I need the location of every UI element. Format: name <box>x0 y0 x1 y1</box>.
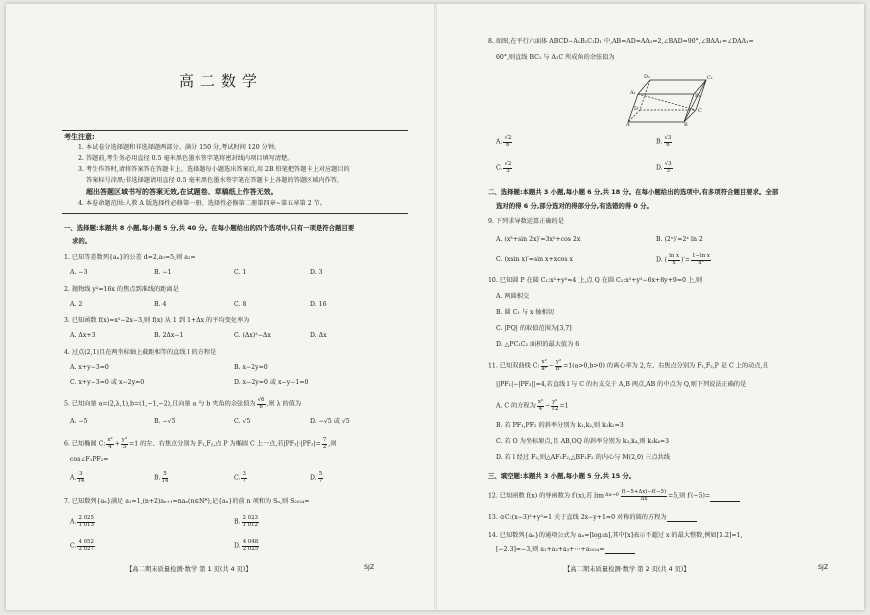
question-2: 2. 抛物线 y²=16x 的焦点到准线的距离是 <box>64 286 179 293</box>
notice-heading: 考生注意: <box>64 133 95 141</box>
q11-a-text: A. C 的方程为 <box>496 402 536 410</box>
q9-d-eq: )′= <box>681 256 691 264</box>
q8-c-den: 3 <box>506 167 510 174</box>
q6-option-d <box>310 472 324 484</box>
notice-3-cont: 答案标号涂黑;非选择题请用直径 0.5 毫米黑色墨水签字笔在答题卡上各题的答题区域内作答, <box>86 177 339 184</box>
q8-option-c <box>496 162 513 174</box>
q5-option-c: C. √5 <box>234 418 251 425</box>
q4-option-d: D. x−2y=0 或 x−y−1=0 <box>234 379 309 386</box>
q8-b-den: 6 <box>666 141 670 148</box>
q12-frac-num: f(−5+Δx)−f(−5) <box>621 489 667 495</box>
q4-option-c: C. x+y−3=0 或 x−2y=0 <box>70 379 145 386</box>
right-page <box>436 4 864 610</box>
label-a: A <box>626 122 630 126</box>
q8-c-num: √2 <box>504 161 512 167</box>
q10-option-c: C. |PQ| 的取值范围为[3,7] <box>496 325 572 332</box>
q6-fraction-2 <box>121 438 128 450</box>
q14-text: [−2.3]=−3,则 a₁+a₂+a₃+⋯+a₂₀₂₄= <box>496 546 605 553</box>
q7-b-den: 1 012 <box>242 521 258 528</box>
question-9: 9. 下列求导数运算正确的是 <box>488 218 564 225</box>
q9-option-a: A. (x³+sin 2x)′=3x²+cos 2x <box>496 236 581 243</box>
q5-text: 5. 已知向量 a=(2,λ,1),b=(1,−1,−2),且向量 a 与 b 夹角的余弦值为 <box>64 400 256 408</box>
q11-text: 11. 已知双曲线 C: <box>488 362 540 370</box>
q11-option-b: B. 若 PF₁,PF₂ 的斜率分别为 k₁,k₂,则 k₁k₂=3 <box>496 422 624 429</box>
q8-a-frac <box>503 136 512 148</box>
q13-text: 13. ⊙C:(x−3)²+y²=1 关于直线 2x−y+1=0 对称的圆的方程为 <box>488 514 667 521</box>
q6-b-den: 14 <box>161 477 169 484</box>
q5-frac-num: √6 <box>257 397 265 403</box>
question-11-cont: ||PF₁|−|PF₂||=4,若直线 l 与 C 的右支交于 A,B 两点,AB 的中点为 Q,则下列说法正确的是 <box>496 381 747 388</box>
q6-frac2-num: y² <box>121 437 128 443</box>
q6-frac1-num: x² <box>107 437 113 443</box>
q9-d-frac2-den: x² <box>698 259 704 266</box>
q6-c-label: C. <box>234 474 241 482</box>
notice-3: 3. 考生作答时,请将答案答在答题卡上。选择题每小题选出答案后,用 2B 铅笔把答题卡上对应题目的 <box>78 166 350 173</box>
q5-fraction <box>257 398 266 410</box>
q7-a-den: 1 013 <box>78 521 94 528</box>
question-14-cont <box>496 546 635 554</box>
label-d: D <box>634 106 639 112</box>
q8-c-label: C. <box>496 164 503 172</box>
q3-option-a: A. Δx+3 <box>70 332 96 339</box>
q6-d-num: 5 <box>318 471 323 477</box>
q6-text: 6. 已知椭圆 C: <box>64 440 106 448</box>
q6-text-mid: =1 的左、右焦点分别为 F₁,F₂,点 P 为椭圆 C 上一点,若|PF₁|·|PF₂|= <box>129 440 321 448</box>
q6-fraction-3 <box>322 438 327 450</box>
q7-b-label: B. <box>234 518 241 526</box>
q8-c-frac <box>503 162 512 174</box>
q6-text-end: ,则 <box>328 440 337 448</box>
q7-option-d <box>234 540 260 552</box>
question-4: 4. 过点(2,1)且在两坐标轴上截距相等的直线 l 的方程是 <box>64 349 217 356</box>
q12-text-end: =5,则 f′(−5)= <box>668 492 711 500</box>
q6-line-2: cos∠F₁PF₂= <box>70 456 109 463</box>
q6-a-frac <box>77 472 84 484</box>
q7-c-label: C. <box>70 542 77 550</box>
q1-option-b: B. −1 <box>154 269 172 276</box>
q6-c-den: 7 <box>242 477 246 484</box>
q3-option-c: C. (Δx)²−Δx <box>234 332 271 339</box>
q12-fraction <box>621 490 667 502</box>
q11-option-d: D. 若 l 经过 F₂,则△AF₁F₂,△BF₁F₂ 的内心与 M(2,0) 三点共线 <box>496 454 671 461</box>
label-b1: B₁ <box>695 93 701 99</box>
q9-d-frac1-num: ln x <box>669 253 680 259</box>
q9-d-frac-2 <box>691 254 711 266</box>
q6-frac1-den: 4 <box>108 443 112 450</box>
q5-option-d: D. −√5 或 √5 <box>310 418 350 425</box>
q11-frac2-den: b² <box>555 365 562 372</box>
q11-a-frac2-num: y² <box>552 399 558 405</box>
q11-option-c: C. 若 O 为坐标原点,且 AB,OQ 的斜率分别为 k₃,k₄,则 k₃k₄=3 <box>496 438 670 445</box>
q12-text: 12. 已知函数 f(x) 的导函数为 f′(x),若 lim <box>488 492 604 500</box>
q11-frac1-den: a² <box>541 365 547 372</box>
question-14: 14. 已知数列{aₙ}的通项公式为 aₙ=[log₃n],其中[x]表示不超过 x 的最大整数,例如[1.2]=1, <box>488 532 743 539</box>
q9-d-frac1-den: x <box>672 259 676 266</box>
divider-top <box>62 130 408 131</box>
q7-d-num: 4 048 <box>242 539 259 545</box>
label-a1: A₁ <box>630 90 636 96</box>
section-1-heading-cont: 求的。 <box>72 237 92 245</box>
question-10: 10. 已知圆 P 在圆 C₁:x²+y²=4 上,点 Q 在圆 C₂:x²+y²−6x+8y+9=0 上,则 <box>488 277 703 284</box>
q6-b-label: B. <box>154 474 161 482</box>
q8-option-d <box>656 162 674 174</box>
divider-bottom <box>62 213 408 214</box>
question-3: 3. 已知函数 f(x)=x²−2x−3,则 f(x) 从 1 到 1+Δx 的平均变化率为 <box>64 317 250 324</box>
q5-option-a: A. −5 <box>70 418 88 425</box>
label-c1: C₁ <box>707 75 713 81</box>
q6-a-num: 3 <box>79 471 83 477</box>
q6-option-b <box>154 472 169 484</box>
q8-a-den: 6 <box>506 141 510 148</box>
q6-b-num: 5 <box>163 471 167 477</box>
q3-option-d: D. Δx <box>310 332 327 339</box>
q11-frac2-num: y² <box>555 359 562 365</box>
q12-lim-sub-wrap <box>605 493 619 499</box>
q1-option-a: A. −3 <box>70 269 88 276</box>
q11-frac-2 <box>555 360 562 372</box>
q6-d-den: 7 <box>318 477 323 484</box>
q7-b-num: 2 023 <box>242 515 258 521</box>
q8-a-label: A. <box>496 138 503 146</box>
section-3-heading: 三、填空题:本题共 3 小题,每小题 5 分,共 15 分。 <box>488 472 636 480</box>
q9-option-c: C. (xsin x)′=sin x+xcos x <box>496 256 574 263</box>
q10-option-a: A. 两圆相交 <box>496 293 530 300</box>
q12-answer-blank[interactable] <box>710 495 740 502</box>
q6-a-label: A. <box>70 474 77 482</box>
q11-a-frac-1 <box>537 400 544 412</box>
q13-answer-blank[interactable] <box>667 515 697 522</box>
section-2-heading-cont: 选对的得 6 分,部分选对的得部分分,有选错的得 0 分。 <box>496 202 653 210</box>
q6-fraction-1 <box>106 438 113 450</box>
q12-frac-den: Δx <box>640 495 648 502</box>
q7-c-den: 2 027 <box>78 545 94 552</box>
q6-option-a <box>70 472 85 484</box>
q11-a-frac-2 <box>551 400 558 412</box>
q6-d-label: D. <box>310 474 317 482</box>
exam-title: 高二数学 <box>178 72 263 90</box>
notice-1: 1. 本试卷分选择题和非选择题两部分。满分 150 分,考试时间 120 分钟。 <box>78 144 281 151</box>
q6-d-frac <box>318 472 323 484</box>
q8-option-b <box>656 136 673 148</box>
q2-option-d: D. 16 <box>310 301 327 308</box>
q9-d-frac-1 <box>668 254 680 266</box>
q12-lim-sub: Δx→0 <box>604 492 619 499</box>
question-13 <box>488 514 697 522</box>
q10-option-d: D. △PC₁C₂ 面积的最大值为 6 <box>496 341 580 348</box>
page-1-footer: 【高二期末质量检测·数学 第 1 页(共 4 页)】 <box>126 566 252 573</box>
q6-plus: + <box>114 440 120 448</box>
q9-option-d <box>656 254 712 266</box>
q7-option-b <box>234 516 260 528</box>
question-1: 1. 已知等差数列{aₙ}的公差 d=2,a₅=5,则 a₁= <box>64 254 196 261</box>
q11-frac1-num: x² <box>541 359 547 365</box>
q8-a-num: √2 <box>504 135 512 141</box>
question-12 <box>488 490 740 502</box>
q7-c-frac <box>77 540 94 552</box>
label-d1: D₁ <box>644 74 651 80</box>
q7-option-c <box>70 540 96 552</box>
q8-d-frac <box>664 162 673 174</box>
q8-b-label: B. <box>656 138 663 146</box>
section-2-heading: 二、选择题:本题共 3 小题,每小题 6 分,共 18 分。在每小题给出的选项中,有多项符合题目要求。全部 <box>488 188 779 196</box>
notice-4: 4. 本卷命题范围:人教 A 版选择性必修第一册、选择性必修第二册第四章~第五章第 2 节。 <box>78 200 326 207</box>
label-b: B <box>684 122 688 126</box>
q11-a-end: =1 <box>559 402 569 410</box>
left-page <box>6 4 436 610</box>
q6-c-num: 3 <box>242 471 246 477</box>
question-8: 8. 如图,在平行六面体 ABCD−A₁B₁C₁D₁ 中,AB=AD=AA₁=2,∠BAD=90°,∠BAA₁=∠DAA₁= <box>488 38 754 45</box>
parallelepiped-figure <box>626 70 716 126</box>
q11-option-a <box>496 400 569 412</box>
q7-option-a <box>70 516 96 528</box>
q11-a-frac1-num: x² <box>537 399 544 405</box>
section-1-heading: 一、选择题:本题共 8 小题,每小题 5 分,共 40 分。在每小题给出的四个选项中,只有一项是符合题目要 <box>64 224 355 232</box>
question-8-cont: 60°,则直线 BC₁ 与 A₁C 所成角的余弦值为 <box>496 54 615 61</box>
q8-b-frac <box>664 136 673 148</box>
label-c: C <box>698 108 702 114</box>
q8-b-num: √3 <box>664 135 672 141</box>
q1-option-d: D. 3 <box>310 269 323 276</box>
page-2-code: SJZ <box>818 564 829 571</box>
q6-a-den: 14 <box>77 477 85 484</box>
q7-b-frac <box>242 516 259 528</box>
q4-option-a: A. x+y−3=0 <box>70 364 109 371</box>
q11-frac-1 <box>541 360 548 372</box>
q11-a-frac2-den: 12 <box>551 405 559 412</box>
question-6 <box>64 438 336 450</box>
q6-b-frac <box>162 472 169 484</box>
q7-a-frac <box>77 516 94 528</box>
q8-d-label: D. <box>656 164 663 172</box>
q8-d-num: √3 <box>664 161 672 167</box>
q2-option-a: A. 2 <box>70 301 83 308</box>
q4-option-b: B. x−2y=0 <box>234 364 268 371</box>
notice-3-emphasis: 超出答题区域书写的答案无效,在试题卷、草稿纸上作答无效。 <box>86 188 278 196</box>
question-7: 7. 已知数列{aₙ}满足 a₁=1,(n+2)aₙ₊₁=naₙ(n∈N*),记{aₙ}的前 n 项和为 Sₙ,则 S₂₀₂₄= <box>64 498 310 505</box>
q2-option-c: C. 8 <box>234 301 247 308</box>
q9-d-open: D. ( <box>656 256 668 264</box>
page-1-code: SJZ <box>364 564 375 571</box>
q8-d-den: 3 <box>666 167 670 174</box>
q6-frac2-den: 3 <box>122 443 127 450</box>
q7-d-frac <box>242 540 259 552</box>
q5-option-b: B. −√5 <box>154 418 176 425</box>
q10-option-b: B. 圆 C₁ 与 x 轴相切 <box>496 309 554 316</box>
notice-2: 2. 答题前,考生务必用直径 0.5 毫米黑色墨水签字笔将密封线内项目填写清楚。 <box>78 155 294 162</box>
question-11 <box>488 360 769 372</box>
q11-minus: − <box>548 362 554 370</box>
q6-frac3-num: 7 <box>322 437 327 443</box>
q9-option-b: B. (2ˣ)′=2ˣ ln 2 <box>656 236 703 243</box>
q8-option-a <box>496 136 513 148</box>
q5-frac-den: 6 <box>259 403 263 410</box>
q6-c-frac <box>241 472 246 484</box>
q14-answer-blank[interactable] <box>605 547 635 554</box>
q2-option-b: B. 4 <box>154 301 167 308</box>
q11-a-frac1-den: 4 <box>538 405 543 412</box>
q11-a-minus: − <box>545 402 551 410</box>
q7-a-num: 2 025 <box>78 515 94 521</box>
q9-d-frac2-num: 1−ln x <box>692 253 710 259</box>
q3-option-b: B. 2Δx−1 <box>154 332 184 339</box>
q1-option-c: C. 1 <box>234 269 247 276</box>
q6-option-c <box>234 472 248 484</box>
page-2-footer: 【高二期末质量检测·数学 第 2 页(共 4 页)】 <box>564 566 690 573</box>
question-5 <box>64 398 301 410</box>
q7-d-label: D. <box>234 542 241 550</box>
q11-text-end: =1(a>0,b>0) 的离心率为 2,左、右焦点分别为 F₁,F₂,P 是 C 上的动点,且 <box>563 362 769 370</box>
q7-d-den: 2 025 <box>242 545 259 552</box>
exam-sheet <box>6 4 864 610</box>
q7-a-label: A. <box>70 518 77 526</box>
q7-c-num: 4 052 <box>78 539 94 545</box>
q6-frac3-den: 2 <box>322 443 327 450</box>
q5-text-end: ,则 λ 的值为 <box>266 400 302 408</box>
